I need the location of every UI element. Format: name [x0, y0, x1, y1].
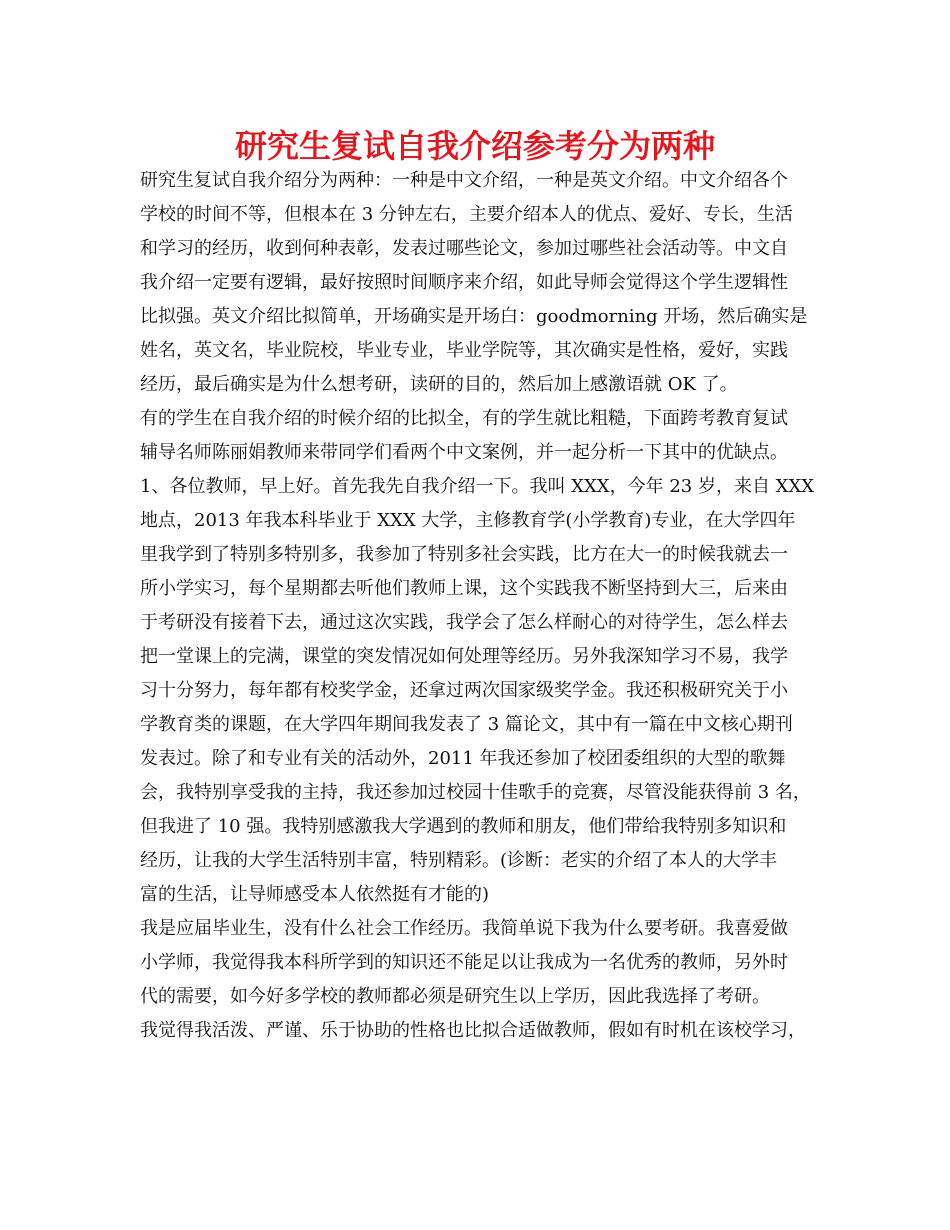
- text-line: 会，我特别享受我的主持，我还参加过校园十佳歌手的竞赛，尽管没能获得前 3 名，: [140, 782, 811, 803]
- text-line: 学校的时间不等，但根本在 3 分钟左右，主要介绍本人的优点、爱好、专长，生活: [140, 204, 793, 225]
- text-line: 经历，最后确实是为什么想考研，读研的目的，然后加上感激语就 OK 了。: [140, 374, 738, 395]
- text-line: 学教育类的课题，在大学四年期间我发表了 3 篇论文，其中有一篇在中文核心期刊: [140, 714, 793, 735]
- text-line: 和学习的经历，收到何种表彰，发表过哪些论文，参加过哪些社会活动等。中文自: [140, 238, 788, 259]
- text-line: 代的需要，如今好多学校的教师都必须是研究生以上学历，因此我选择了考研。: [140, 986, 770, 1007]
- text-line: 所小学实习，每个星期都去听他们教师上课，这个实践我不断坚持到大三，后来由: [140, 578, 788, 599]
- text-line: 有的学生在自我介绍的时候介绍的比拟全，有的学生就比粗糙，下面跨考教育复试: [140, 408, 788, 429]
- text-line: 地点，2013 年我本科毕业于 XXX 大学，主修教育学(小学教育)专业，在大学四年: [140, 510, 796, 531]
- text-line: 我觉得我活泼、严谨、乐于协助的性格也比拟合适做教师，假如有时机在该校学习，: [140, 1020, 806, 1041]
- text-line: 1、各位教师，早上好。首先我先自我介绍一下。我叫 XXX，今年 23 岁，来自 XXX: [140, 476, 815, 497]
- text-line: 富的生活，让导师感受本人依然挺有才能的): [140, 884, 490, 905]
- text-line: 辅导名师陈丽娟教师来带同学们看两个中文案例，并一起分析一下其中的优缺点。: [140, 442, 788, 463]
- text-line: 姓名，英文名，毕业院校，毕业专业，毕业学院等，其次确实是性格，爱好，实践: [140, 340, 788, 361]
- text-line: 习十分努力，每年都有校奖学金，还拿过两次国家级奖学金。我还积极研究关于小: [140, 680, 788, 701]
- text-line: 把一堂课上的完满，课堂的突发情况如何处理等经历。另外我深知学习不易，我学: [140, 646, 788, 667]
- text-line: 但我进了 10 强。我特别感激我大学遇到的教师和朋友，他们带给我特别多知识和: [140, 816, 787, 837]
- text-line: 研究生复试自我介绍分为两种：一种是中文介绍，一种是英文介绍。中文介绍各个: [140, 170, 788, 191]
- document-body: [140, 164, 820, 1048]
- text-line: 小学师，我觉得我本科所学到的知识还不能足以让我成为一名优秀的教师，另外时: [140, 952, 788, 973]
- text-line: 我是应届毕业生，没有什么社会工作经历。我简单说下我为什么要考研。我喜爱做: [140, 918, 788, 939]
- text-line: 发表过。除了和专业有关的活动外，2011 年我还参加了校团委组织的大型的歌舞: [140, 748, 786, 769]
- text-line: 我介绍一定要有逻辑，最好按照时间顺序来介绍，如此导师会觉得这个学生逻辑性: [140, 272, 788, 293]
- text-line: 比拟强。英文介绍比拟简单，开场确实是开场白：goodmorning 开场，然后确实是: [140, 306, 808, 327]
- text-line: 于考研没有接着下去，通过这次实践，我学会了怎么样耐心的对待学生，怎么样去: [140, 612, 788, 633]
- text-line: 经历，让我的大学生活特别丰富，特别精彩。(诊断：老实的介绍了本人的大学丰: [140, 850, 778, 871]
- text-line: 里我学到了特别多特别多，我参加了特别多社会实践，比方在大一的时候我就去一: [140, 544, 788, 565]
- document-title: 研究生复试自我介绍参考分为两种: [234, 127, 715, 165]
